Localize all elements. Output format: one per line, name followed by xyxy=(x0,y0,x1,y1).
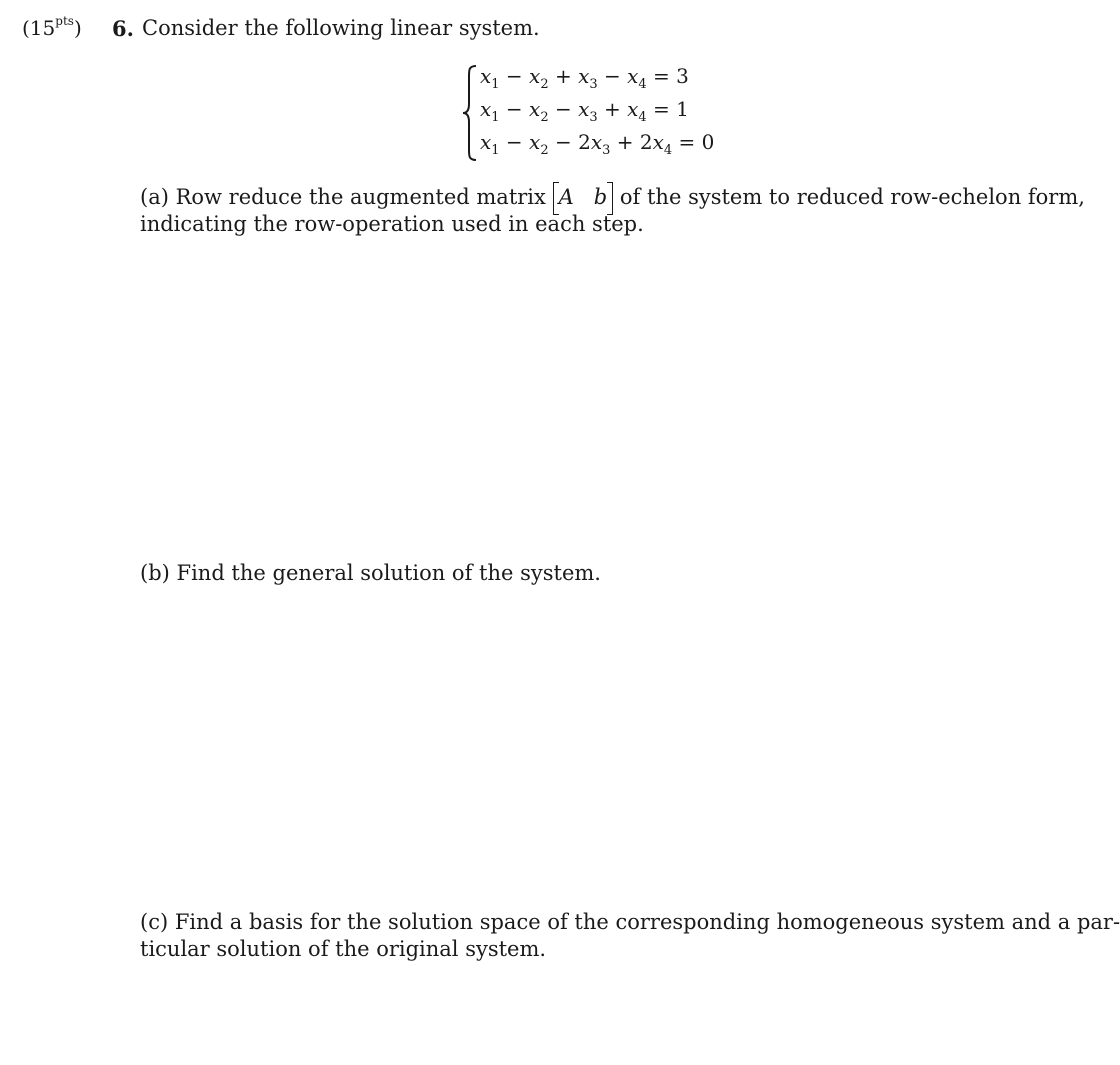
variable-subscript: 1 xyxy=(491,77,500,92)
equation-operator: − xyxy=(499,97,530,121)
equation-operator: + xyxy=(597,97,628,121)
equation-row-2 xyxy=(480,97,689,125)
variable-x: x xyxy=(627,64,639,88)
question-number: 6. xyxy=(112,16,134,41)
equation-operator: − xyxy=(499,130,530,154)
linear-system xyxy=(462,64,722,164)
equation-row-3 xyxy=(480,130,714,158)
variable-subscript: 2 xyxy=(540,77,549,92)
equation-operator: + 2 xyxy=(610,130,653,154)
part-c-line2: ticular solution of the original system. xyxy=(140,937,547,961)
part-b-text: (b) Find the general solution of the system. xyxy=(140,561,601,585)
variable-x: x xyxy=(480,97,492,121)
variable-subscript: 2 xyxy=(540,110,549,125)
left-brace-icon xyxy=(462,64,478,162)
variable-subscript: 4 xyxy=(638,77,647,92)
equation-operator: + xyxy=(548,64,579,88)
variable-subscript: 3 xyxy=(589,110,598,125)
equation-operator: − xyxy=(499,64,530,88)
variable-x: x xyxy=(529,64,541,88)
equation-operator: − xyxy=(548,97,579,121)
variable-x: x xyxy=(578,64,590,88)
variable-x: x xyxy=(578,97,590,121)
variable-subscript: 4 xyxy=(638,110,647,125)
augmented-matrix: A b xyxy=(553,184,614,211)
variable-x: x xyxy=(652,130,664,154)
variable-x: x xyxy=(529,130,541,154)
equation-operator: = 0 xyxy=(672,130,715,154)
variable-subscript: 4 xyxy=(663,143,673,158)
variable-x: x xyxy=(480,64,492,88)
equation-operator: = 1 xyxy=(646,97,689,121)
part-a-text: (a) Row reduce the augmented matrix A b of the system to reduced row-echelon form, xyxy=(140,185,1085,209)
equation-row-1 xyxy=(480,64,689,92)
variable-subscript: 3 xyxy=(589,77,598,92)
variable-x: x xyxy=(480,130,492,154)
variable-subscript: 1 xyxy=(491,110,500,125)
variable-x: x xyxy=(529,97,541,121)
equation-operator: − xyxy=(597,64,628,88)
variable-subscript: 2 xyxy=(540,143,549,158)
equation-operator: = 3 xyxy=(646,64,689,88)
points-label: $(15^{pts})$ xyxy=(22,14,82,40)
equation-operator: − 2 xyxy=(548,130,591,154)
variable-subscript: 3 xyxy=(602,143,611,158)
variable-x: x xyxy=(590,130,603,154)
question-intro: Consider the following linear system. xyxy=(142,16,540,40)
variable-x: x xyxy=(627,97,639,121)
part-c-line1: (c) Find a basis for the solution space of the corresponding homogeneous system and a par- xyxy=(140,910,1120,934)
part-a-line2: indicating the row-operation used in each step. xyxy=(140,212,644,236)
variable-subscript: 1 xyxy=(491,143,500,158)
